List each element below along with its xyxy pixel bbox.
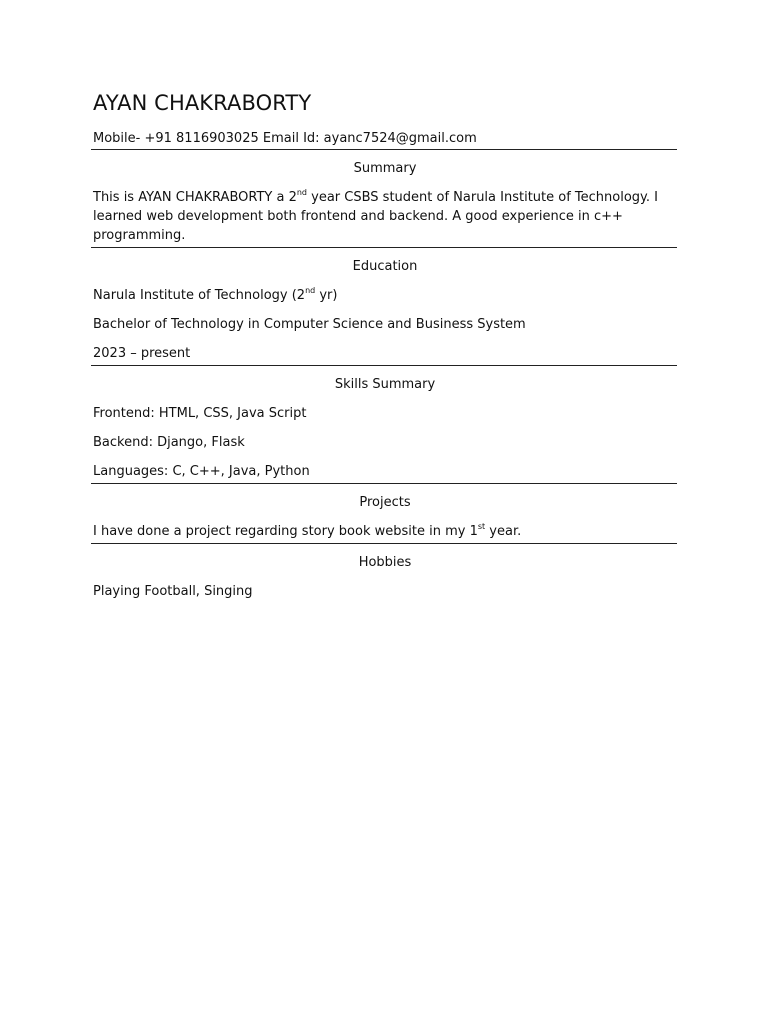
- education-years: 2023 – present: [93, 346, 191, 361]
- divider: [91, 365, 677, 366]
- projects-text-part2: year.: [485, 524, 522, 539]
- skills-heading: Skills Summary: [334, 377, 436, 392]
- education-institute-part1: Narula Institute of Technology (2: [93, 288, 306, 303]
- skills-frontend: Frontend: HTML, CSS, Java Script: [93, 406, 307, 421]
- skills-backend: Backend: Django, Flask: [93, 435, 245, 450]
- skills-languages: Languages: C, C++, Java, Python: [93, 464, 310, 479]
- divider: [91, 483, 677, 484]
- projects-text: [93, 522, 677, 541]
- divider: [91, 543, 677, 544]
- projects-superscript: st: [477, 521, 486, 531]
- education-institute-part2: yr): [315, 288, 338, 303]
- education-institute: [93, 286, 677, 305]
- education-superscript: nd: [305, 285, 316, 295]
- hobbies-heading: Hobbies: [358, 555, 412, 570]
- resume-content: [93, 88, 677, 601]
- summary-text-part1: This is AYAN CHAKRABORTY a 2: [93, 190, 297, 205]
- education-degree: Bachelor of Technology in Computer Science and Business System: [93, 317, 526, 332]
- education-heading: Education: [352, 259, 418, 274]
- candidate-name: AYAN CHAKRABORTY: [93, 91, 312, 115]
- contact-info: Mobile- +91 8116903025 Email Id: ayanc7524@gmail.com: [93, 131, 477, 146]
- summary-superscript: nd: [296, 187, 307, 197]
- divider: [91, 149, 677, 150]
- projects-heading: Projects: [359, 495, 411, 510]
- summary-text-part2: year CSBS student of Narula Institute of Technology. I learned web development both frontend and backend. A good experience in c++ programming.: [93, 190, 658, 243]
- summary-text: [93, 188, 677, 245]
- projects-text-part1: I have done a project regarding story book website in my 1: [93, 524, 478, 539]
- summary-heading: Summary: [353, 161, 417, 176]
- divider: [91, 247, 677, 248]
- hobbies-text: Playing Football, Singing: [93, 584, 253, 599]
